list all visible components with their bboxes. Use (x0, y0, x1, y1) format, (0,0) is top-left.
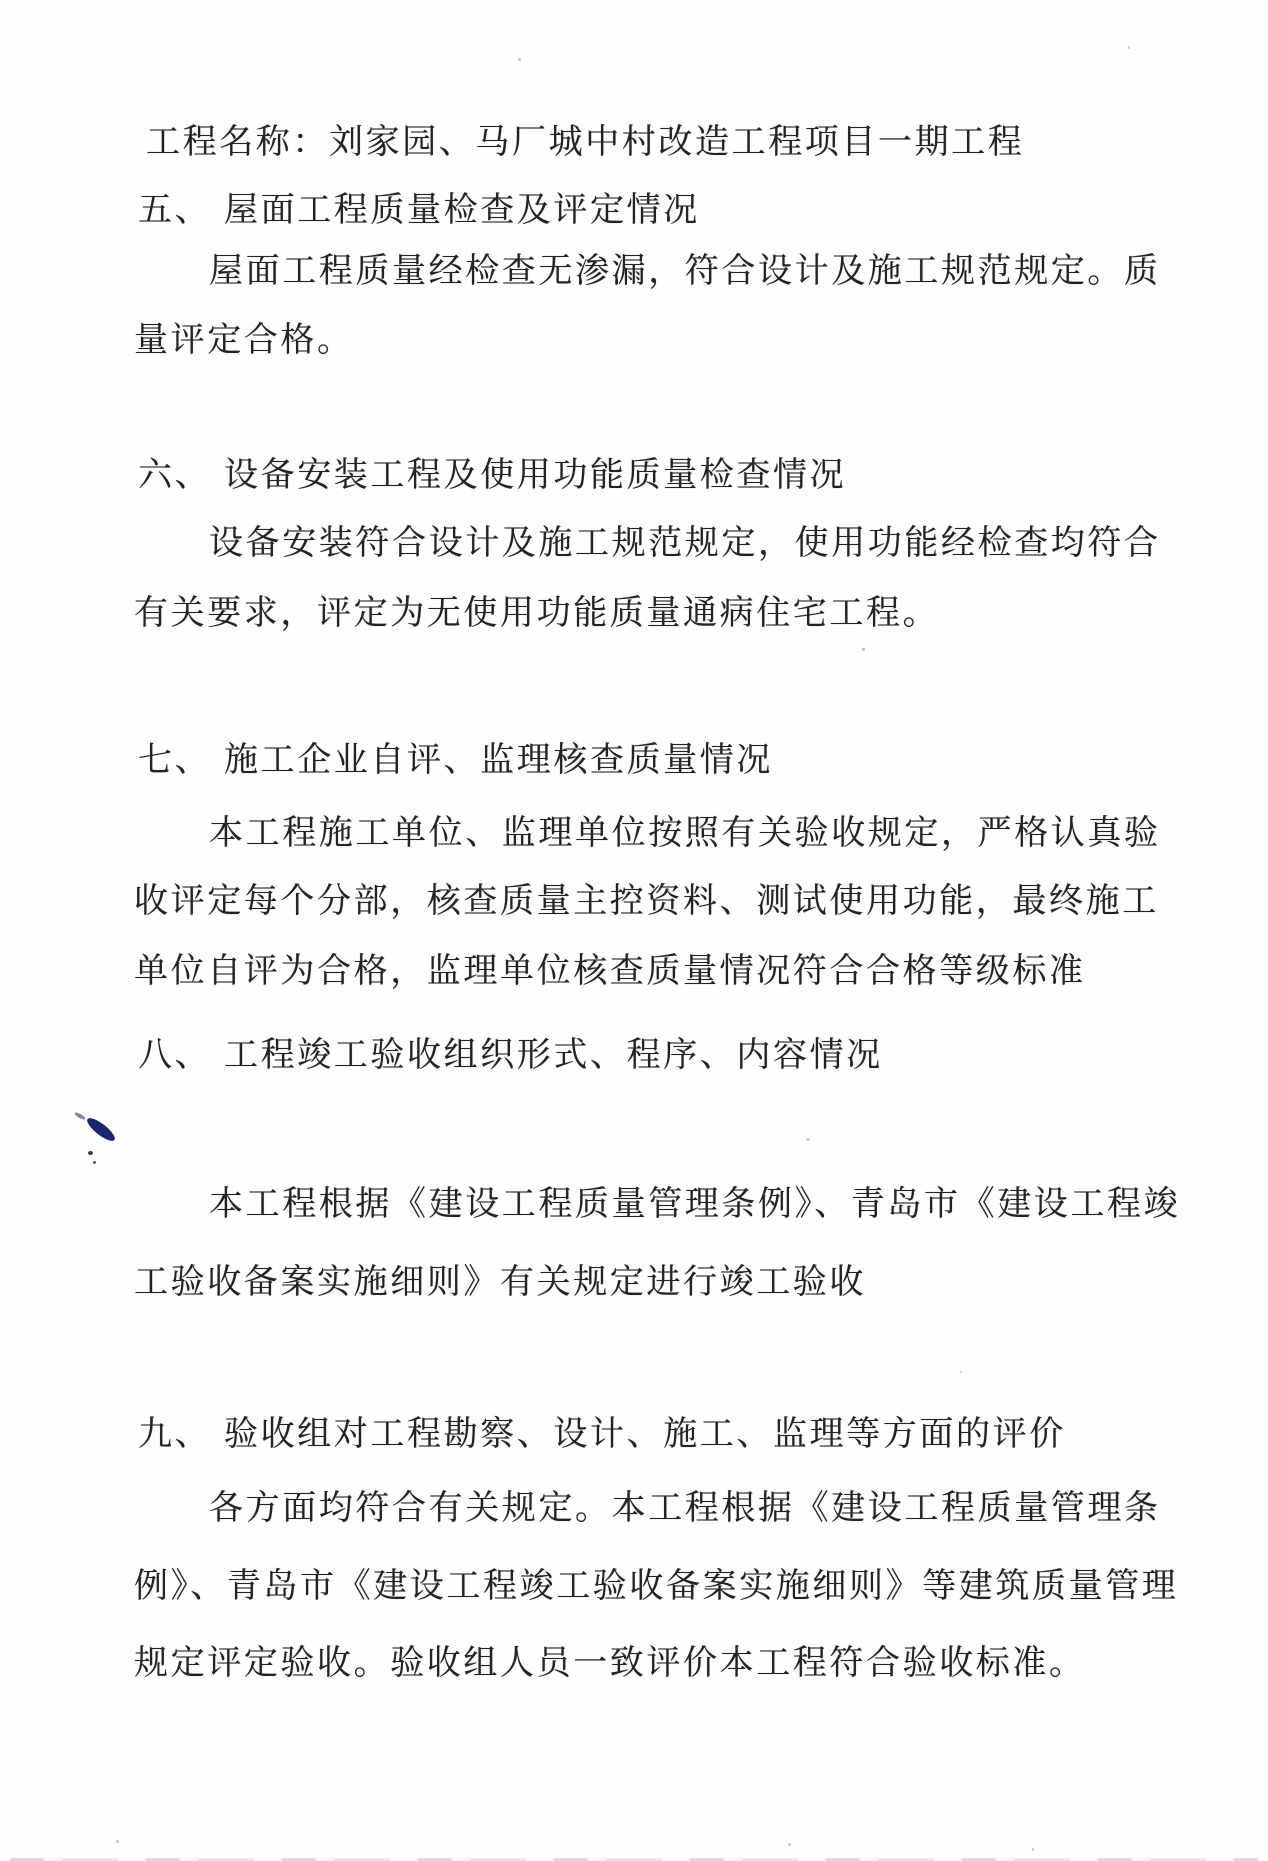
section-7-heading (138, 741, 773, 781)
section-8-title: 工程竣工验收组织形式、程序、内容情况 (224, 1037, 883, 1074)
scan-speck (1128, 46, 1130, 49)
section-7-paragraph-line: 本工程施工单位、监理单位按照有关验收规定，严格认真验 (209, 815, 1161, 852)
section-9-title: 验收组对工程勘察、设计、施工、监理等方面的评价 (224, 1416, 1066, 1453)
section-8-number: 八、 (138, 1037, 212, 1074)
scan-speck (960, 1371, 962, 1373)
section-7-paragraph-line: 收评定每个分部，核查质量主控资料、测试使用功能，最终施工 (134, 883, 1159, 920)
section-5-paragraph-line: 屋面工程质量经检查无渗漏，符合设计及施工规范规定。质 (209, 253, 1161, 290)
pen-ink-dot (88, 1151, 93, 1155)
section-8-paragraph-line: 本工程根据《建设工程质量管理条例》、青岛市《建设工程竣 (209, 1186, 1181, 1223)
section-9-paragraph-line: 各方面均符合有关规定。本工程根据《建设工程质量管理条 (209, 1490, 1161, 1527)
section-6-number: 六、 (138, 457, 212, 494)
section-5-title: 屋面工程质量检查及评定情况 (224, 192, 700, 229)
scan-speck (788, 1843, 791, 1846)
section-5-number: 五、 (138, 192, 212, 229)
section-6-paragraph-line: 有关要求，评定为无使用功能质量通病住宅工程。 (134, 595, 940, 632)
pen-ink-dot (93, 1161, 96, 1164)
section-8-heading (138, 1036, 883, 1076)
section-9-paragraph-line: 例》、青岛市《建设工程竣工验收备案实施细则》等建筑质量管理 (134, 1568, 1179, 1605)
section-6-paragraph-line: 设备安装符合设计及施工规范规定，使用功能经检查均符合 (209, 525, 1161, 562)
section-9-paragraph-line: 规定评定验收。验收组人员一致评价本工程符合验收标准。 (134, 1645, 1086, 1682)
section-5-paragraph-line: 量评定合格。 (134, 322, 354, 359)
pen-ink-mark (74, 1111, 86, 1120)
section-5-heading (138, 191, 700, 231)
section-7-paragraph-line: 单位自评为合格，监理单位核查质量情况符合合格等级标准 (134, 953, 1086, 990)
pen-ink-mark (84, 1115, 118, 1145)
section-6-title: 设备安装工程及使用功能质量检查情况 (224, 457, 847, 494)
scan-speck (116, 1840, 119, 1843)
section-9-number: 九、 (138, 1416, 212, 1453)
section-6-heading (138, 456, 846, 496)
scan-speck (862, 648, 865, 651)
scan-speck (1032, 1848, 1034, 1851)
scan-speck (806, 1138, 810, 1141)
section-7-number: 七、 (138, 742, 212, 779)
section-9-heading (138, 1415, 1066, 1455)
scan-speck (518, 58, 521, 61)
section-7-title: 施工企业自评、监理核查质量情况 (224, 742, 773, 779)
section-8-paragraph-line: 工验收备案实施细则》有关规定进行竣工验收 (134, 1264, 866, 1301)
project-name-line: 工程名称：刘家园、马厂城中村改造工程项目一期工程 (146, 124, 1025, 161)
